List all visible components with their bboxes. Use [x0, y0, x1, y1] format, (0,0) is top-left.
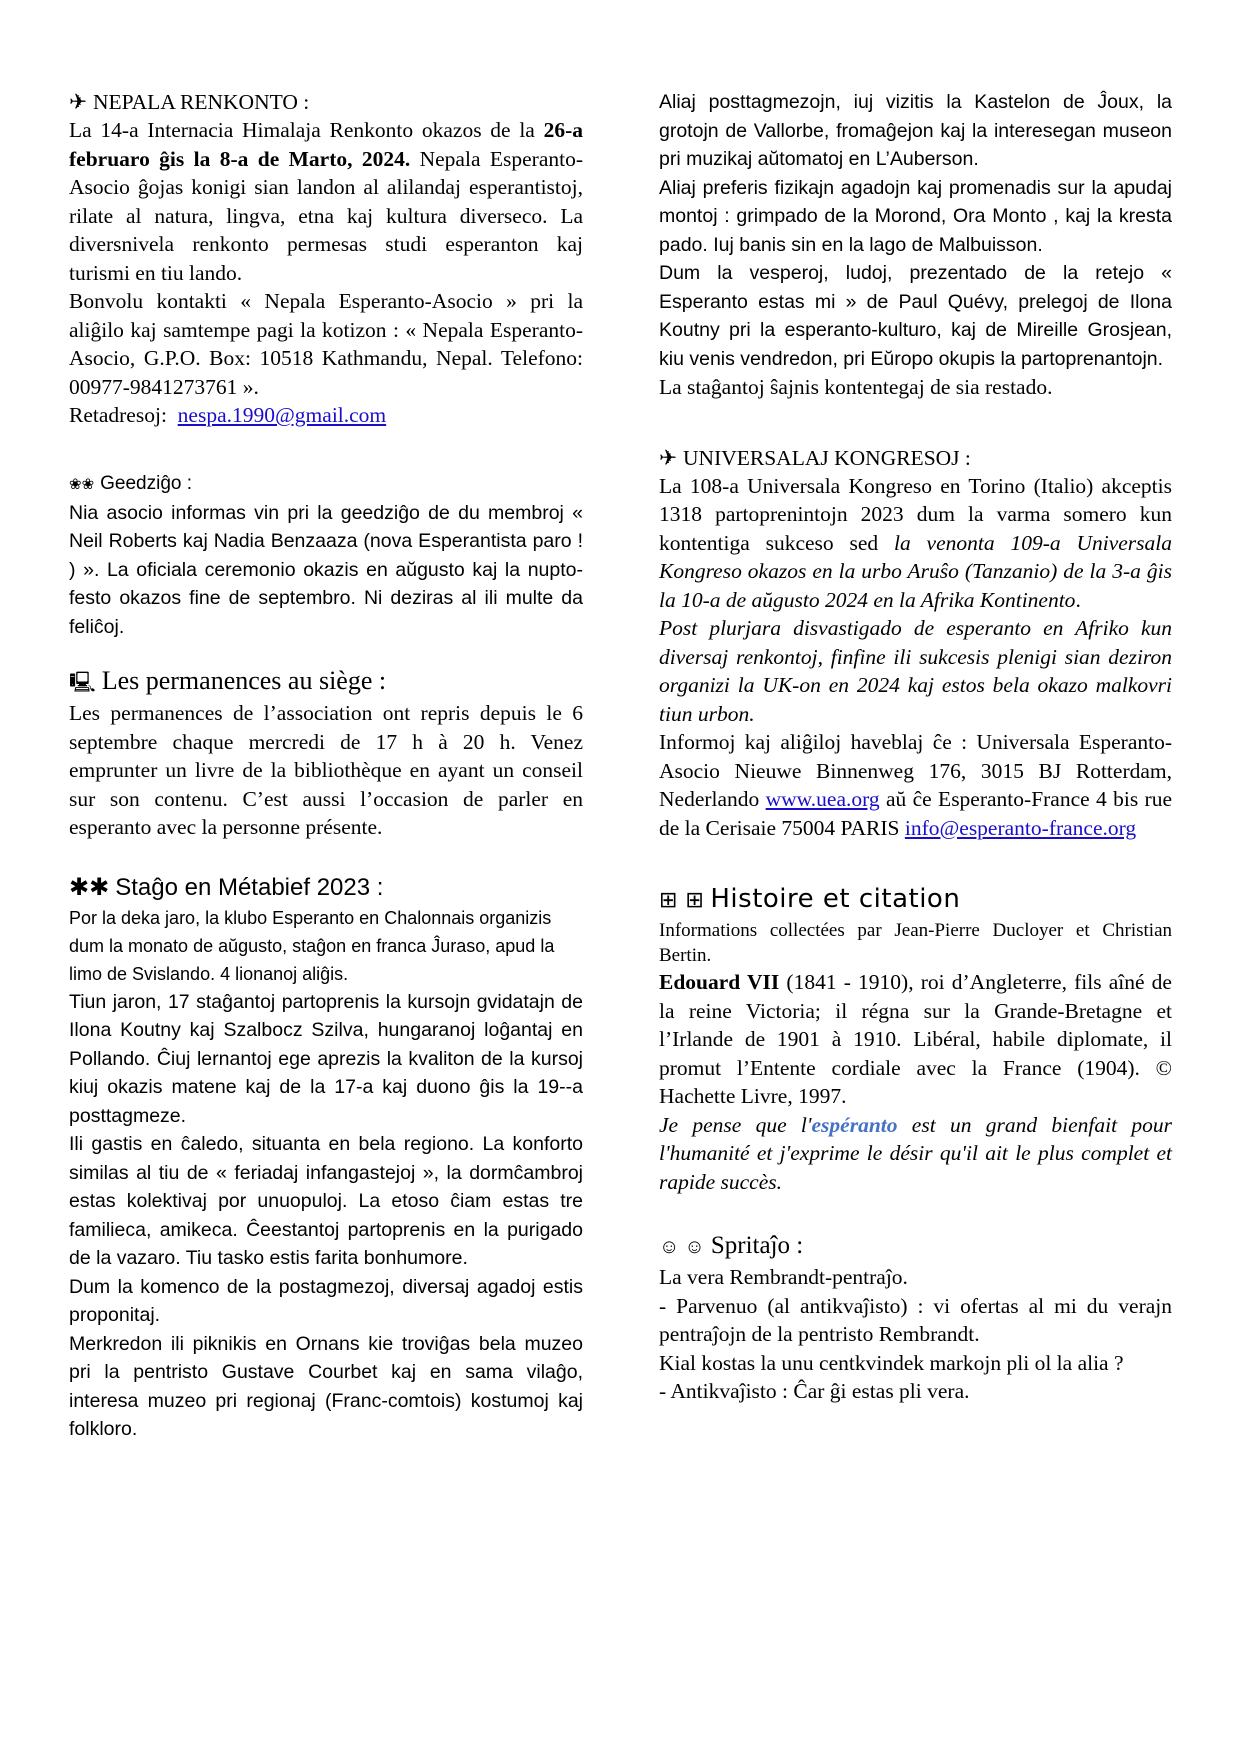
window-icon: ⊞ ⊞	[659, 888, 705, 913]
section-histoire-citation	[659, 882, 1172, 1196]
heading-text: Geedziĝo :	[100, 472, 193, 494]
quote	[659, 1111, 1172, 1197]
text: Je pense que l'	[659, 1112, 812, 1137]
section-nepala-renkonto	[69, 88, 583, 430]
section-heading	[69, 88, 583, 116]
text: La 14-a Internacia Himalaja Renkonto okazos de la	[69, 118, 544, 142]
section-heading	[659, 444, 1172, 472]
heading-text: Staĝo en Métabief 2023 :	[115, 873, 384, 901]
paragraph: - Parvenuo (al antikvaĵisto) : vi ofertas al mi du verajn pentraĵojn de la pentristo Rembrandt.	[659, 1293, 1172, 1346]
paragraph: Nia asocio informas vin pri la geedziĝo de du membroj « Neil Roberts kaj Nadia Benzaaza (nova Esperantista paro ! ) ». La oficiala ceremonio okazis en aŭgusto kaj la nupto-festo okazos fine de septembro. Ni deziras al ili multe da feliĉoj.	[69, 501, 583, 638]
section-heading	[69, 470, 583, 499]
computer-icon: 🖳	[69, 672, 96, 694]
email-link[interactable]: info@esperanto-france.org	[904, 815, 1137, 840]
paragraph: Les permanences de l’association ont repris depuis le 6 septembre chaque mercredi de 17 h à 20 h. Venez emprunter un livre de la bibliothèque en ayant un conseil sur son contenu. C’est aussi l’occasion de parler en esperanto avec la personne présente.	[69, 701, 583, 839]
section-stago-continued	[659, 88, 1172, 402]
text: Nepala Esperanto-Asocio ĝojas konigi sian landon al alilandaj esperantistoj, rilate al natura, lingva, etna kaj kultura diverseco. La diversnivela renkonto permesas studi esperanton kaj turismi en tiu lando.	[69, 146, 583, 285]
date-bold: 26-a februaro ĝis la 8-a de Marto, 2024.	[69, 118, 583, 171]
smiley-icon: ☺ ☺	[659, 1236, 705, 1258]
airplane-icon: ✈	[69, 90, 88, 114]
section-heading	[659, 882, 1172, 918]
section-universalaj-kongresoj	[659, 444, 1172, 843]
heading-text: Histoire et citation	[710, 884, 961, 914]
italic-text: la venonta 109-a Universala Kongreso okazos en la urbo Aruŝo (Tanzanio) de la 3-a ĝis la 10-a de aŭgusto 2024 en la Afrika Kontinento	[659, 530, 1172, 612]
flower-icon: ❀❀	[69, 475, 95, 493]
airplane-icon: ✈	[659, 445, 678, 470]
paragraph: Por la deka jaro, la klubo Esperanto en Chalonnais organizis dum la monato de aŭgusto, staĝon en franca Ĵuraso, apud la limo de Svislando. 4 lionanoj aliĝis.	[69, 907, 555, 984]
paragraph: Aliaj posttagmezojn, iuj vizitis la Kastelon de Ĵoux, la grotojn de Vallorbe, fromaĝejon kaj la interesegan museon pri muzikaj aŭtomatoj en L’Auberson.	[659, 91, 1172, 170]
paragraph: Aliaj preferis fizikajn agadojn kaj promenadis sur la apudaj montoj : grimpado de la Morond, Ora Monto , kaj la kresta pado. Iuj banis sin en la lago de Malbuisson.	[659, 176, 1172, 256]
paragraph: La vera Rembrandt-pentraĵo.	[659, 1265, 908, 1289]
name-bold: Edouard VII	[659, 970, 780, 994]
right-column	[659, 88, 1172, 1406]
paragraph	[659, 728, 1172, 842]
paragraph: Merkredon ili piknikis en Ornans kie troviĝas bela muzeo pri la pentristo Gustave Courbet kaj en sama vilaĝo, interesa muzeo pri regionaj (Franc-comtois) kostumoj kaj folkloro.	[69, 1332, 583, 1440]
text: La 108-a Universala Kongreso en Torino (Italio) akceptis 1318 partoprenintojn 2023 dum la varma somero kun kontentiga sukceso sed	[659, 473, 1172, 555]
text: (1841 - 1910), roi d’Angleterre, fils aîné de la reine Victoria; il régna sur la Grande-Bretagne et l’Irlande de 1901 à 1910. Libéral, habile diplomate, il promut l’Entente cordiale avec la France (1904). © Hachette Livre, 1997.	[659, 970, 1172, 1108]
text: Informoj kaj aliĝiloj haveblaj ĉe : Universala Esperanto-Asocio Nieuwe Binnenweg 176, 3015 BJ Rotterdam, Nederlando	[659, 730, 1172, 811]
paragraph	[659, 968, 1172, 1111]
heading-text: NEPALA RENKONTO :	[93, 90, 310, 114]
text: .	[1075, 587, 1081, 612]
highlight: espéranto	[811, 1112, 898, 1137]
paragraph: Dum la komenco de la postagmezoj, diversaj agadoj estis proponitaj.	[69, 1275, 583, 1326]
asterisk-icon: ✱✱	[69, 873, 110, 901]
section-permanences	[69, 665, 583, 842]
email-link[interactable]: nespa.1990@gmail.com	[177, 403, 387, 427]
email-line	[69, 401, 583, 430]
paragraph: Kial kostas la unu centkvindek markojn pli ol la alia ?	[659, 1350, 1124, 1375]
paragraph	[69, 116, 583, 287]
heading-text: Les permanences au siège :	[101, 666, 387, 695]
heading-text: UNIVERSALAJ KONGRESOJ :	[683, 445, 971, 470]
paragraph: - Antikvaĵisto : Ĉar ĝi estas pli vera.	[659, 1379, 970, 1403]
paragraph: Ili gastis en ĉaledo, situanta en bela regiono. La konforto similas al tiu de « feriadaj infangastejoj », la dormĉambroj estas kolektivaj por unuopuloj. La etoso ĉiam estas tre familieca, amikeca. Ĉeestantoj partoprenis en la purigado de la vazaro. Tiu tasko estis farita bonhumore.	[69, 1133, 583, 1269]
paragraph: La staĝantoj ŝajnis kontentegaj de sia restado.	[659, 375, 1053, 399]
section-heading	[69, 665, 583, 699]
section-stago	[69, 872, 583, 1444]
paragraph: Dum la vesperoj, ludoj, prezentado de la retejo « Esperanto estas mi » de Paul Quévy, prelegoj de Ilona Koutny pri la esperanto-kulturo, kaj de Mireille Grosjean, kiu venis vendredon, pri Eŭropo okupis la partoprenantojn.	[659, 262, 1172, 370]
credits: Informations collectées par Jean-Pierre Ducloyer et Christian Bertin.	[659, 920, 1172, 966]
section-spritajo	[659, 1230, 1172, 1406]
section-geedzigo	[69, 470, 583, 642]
heading-text: Spritaĵo :	[710, 1232, 804, 1259]
text: est un grand bienfait pour l'humanité et j'exprime le désir qu'il ait le plus complet et rapide succès.	[659, 1112, 1172, 1194]
uea-link[interactable]: www.uea.org	[765, 787, 880, 811]
left-column	[69, 88, 583, 1444]
section-heading	[69, 872, 583, 904]
label: Retadresoj:	[69, 403, 178, 427]
paragraph	[659, 472, 1172, 615]
paragraph: Tiun jaron, 17 staĝantoj partoprenis la kursojn gvidatajn de Ilona Koutny kaj Szalbocz Szilva, hungaranoj loĝantaj en Pollando. Ĉiuj lernantoj ege aprezis la kvaliton de la kursoj kiuj okazis matene kaj de la 17-a kaj duono ĝis la 19--a posttagmeze.	[69, 990, 583, 1127]
text: aŭ ĉe Esperanto-France 4 bis rue de la Cerisaie 75004 PARIS	[659, 787, 1172, 840]
section-heading	[659, 1230, 1172, 1263]
paragraph: Bonvolu kontakti « Nepala Esperanto-Asocio » pri la aliĝilo kaj samtempe pagi la kotizon : « Nepala Esperanto-Asocio, G.P.O. Box: 10518 Kathmandu, Nepal. Telefono: 00977-9841273761 ».	[69, 289, 583, 399]
paragraph: Post plurjara disvastigado de esperanto en Afriko kun diversaj renkontoj, finfine ili sukcesis plenigi sian deziron organizi la UK-on en 2024 kaj estos bela okazo malkovri tiun urbon.	[659, 616, 1172, 726]
